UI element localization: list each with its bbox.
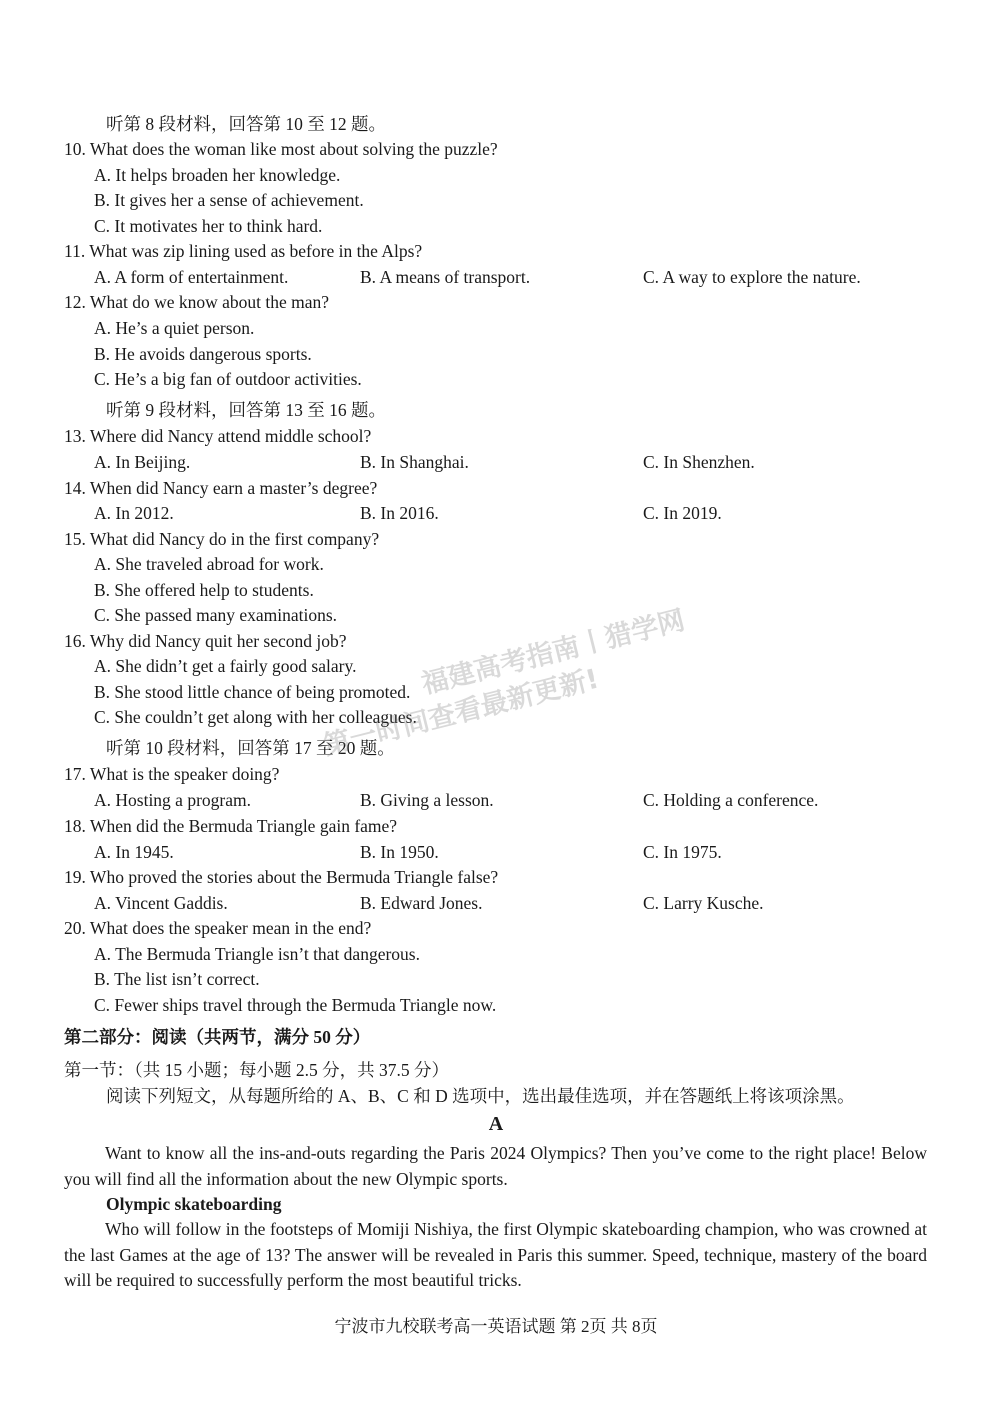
q15-option-b: B. She offered help to students. — [94, 580, 314, 600]
question-15: 15. What did Nancy do in the first company? — [64, 529, 380, 549]
passage-paragraph-2: Who will follow in the footsteps of Momiji Nishiya, the first Olympic skateboarding champion, who was crowned at the last Games at the age of 13? The answer will be revealed in Paris this summer. Speed, technique, mastery of the board will be required to successfully perform the most beautiful tricks. — [64, 1219, 927, 1290]
q16-option-b: B. She stood little chance of being promoted. — [94, 682, 411, 702]
q12-option-a: A. He’s a quiet person. — [94, 318, 255, 338]
q14-option-c: C. In 2019. — [643, 503, 722, 523]
q17-option-b: B. Giving a lesson. — [360, 790, 494, 810]
q13-option-c: C. In Shenzhen. — [643, 452, 755, 472]
q14-option-b: B. In 2016. — [360, 503, 439, 523]
q12-option-c: C. He’s a big fan of outdoor activities. — [94, 369, 362, 389]
passage-heading: Olympic skateboarding — [106, 1194, 282, 1214]
passage-paragraph-1: Want to know all the ins-and-outs regarding the Paris 2024 Olympics? Then you’ve come to the right place! Below you will find all the information about the new Olympic sports. — [64, 1143, 927, 1189]
q11-option-c: C. A way to explore the nature. — [643, 267, 861, 287]
question-20: 20. What does the speaker mean in the end? — [64, 918, 372, 938]
q15-option-c: C. She passed many examinations. — [94, 605, 338, 625]
q19-option-c: C. Larry Kusche. — [643, 893, 764, 913]
passage-letter: A — [488, 1113, 504, 1135]
page-footer: 宁波市九校联考高一英语试题 第 2页 共 8页 — [334, 1317, 658, 1336]
q18-option-b: B. In 1950. — [360, 842, 439, 862]
part2-subtitle: 第一节：（共 15 小题；每小题 2.5 分，共 37.5 分） — [64, 1060, 449, 1080]
q14-option-a: A. In 2012. — [94, 503, 174, 523]
q20-option-a: A. The Bermuda Triangle isn’t that dangerous. — [94, 944, 420, 964]
question-18: 18. When did the Bermuda Triangle gain fame? — [64, 816, 398, 836]
section10-instruction: 听第 10 段材料，回答第 17 至 20 题。 — [106, 738, 395, 758]
q13-option-b: B. In Shanghai. — [360, 452, 469, 472]
question-16: 16. Why did Nancy quit her second job? — [64, 631, 347, 651]
part2-instruction: 阅读下列短文，从每题所给的 A、B、C 和 D 选项中，选出最佳选项，并在答题纸上将该项涂黑。 — [106, 1086, 855, 1106]
q15-option-a: A. She traveled abroad for work. — [94, 554, 324, 574]
q13-option-a: A. In Beijing. — [94, 452, 191, 472]
q17-option-a: A. Hosting a program. — [94, 790, 251, 810]
part2-title: 第二部分：阅读（共两节，满分 50 分） — [64, 1027, 371, 1047]
q12-option-b: B. He avoids dangerous sports. — [94, 344, 312, 364]
q20-option-b: B. The list isn’t correct. — [94, 969, 260, 989]
q17-option-c: C. Holding a conference. — [643, 790, 819, 810]
q18-option-a: A. In 1945. — [94, 842, 174, 862]
watermark-line-1: 福建高考指南丨猎学网 — [418, 604, 688, 701]
question-17: 17. What is the speaker doing? — [64, 764, 280, 784]
q16-option-c: C. She couldn’t get along with her colleagues. — [94, 707, 417, 727]
q11-option-a: A. A form of entertainment. — [94, 267, 289, 287]
question-10: 10. What does the woman like most about solving the puzzle? — [64, 139, 498, 159]
q11-option-b: B. A means of transport. — [360, 267, 531, 287]
question-12: 12. What do we know about the man? — [64, 292, 330, 312]
question-19: 19. Who proved the stories about the Bermuda Triangle false? — [64, 867, 499, 887]
q20-option-c: C. Fewer ships travel through the Bermuda Triangle now. — [94, 995, 497, 1015]
question-14: 14. When did Nancy earn a master’s degree? — [64, 478, 378, 498]
question-11: 11. What was zip lining used as before in the Alps? — [64, 241, 423, 261]
question-13: 13. Where did Nancy attend middle school? — [64, 426, 372, 446]
section8-instruction: 听第 8 段材料，回答第 10 至 12 题。 — [106, 114, 386, 134]
q10-option-a: A. It helps broaden her knowledge. — [94, 165, 341, 185]
q10-option-c: C. It motivates her to think hard. — [94, 216, 323, 236]
watermark-line-2: 第一时间查看最新更新! — [320, 663, 602, 762]
section9-instruction: 听第 9 段材料，回答第 13 至 16 题。 — [106, 400, 386, 420]
q19-option-a: A. Vincent Gaddis. — [94, 893, 228, 913]
q19-option-b: B. Edward Jones. — [360, 893, 483, 913]
q18-option-c: C. In 1975. — [643, 842, 722, 862]
q10-option-b: B. It gives her a sense of achievement. — [94, 190, 364, 210]
q16-option-a: A. She didn’t get a fairly good salary. — [94, 656, 357, 676]
